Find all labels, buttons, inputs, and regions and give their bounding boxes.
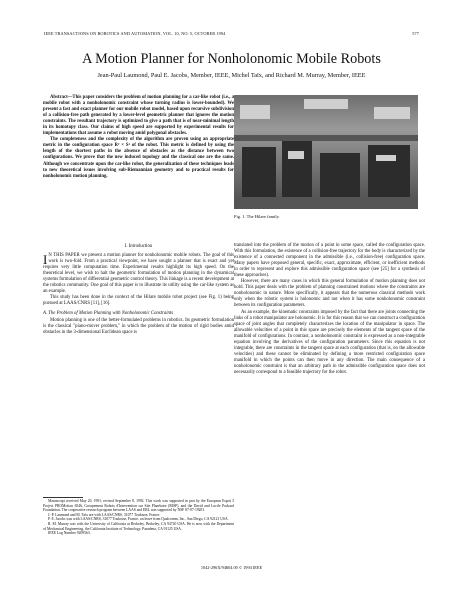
- figure-caption: Fig. 1. The Hilare family.: [234, 214, 280, 219]
- abstract: [43, 95, 234, 180]
- intro-paragraph-2: This study has been done in the context of the Hilare mobile robot project (see Fig. 1) being pursued at LAAS/CNRS [11], [16].: [43, 295, 234, 307]
- intro-paragraph-1: [43, 253, 234, 295]
- abstract-paragraph-1: Abstract—This paper considers the problem of motion planning for a car-like robot (i.e., a mobile robot with a nonholonomic constraint whose turning radius is lower-bounded). We present a fast and exact planner for our mobile robot model, based upon recursive subdivision of a collision-free path generated by a lower-level geometric planner that ignores the motion constraints. The resultant trajectory is optimized to give a path that is of near-minimal length in its homotopy class. Our claims of high speed are supported by experimental results for implementations that assume a robot moving amid polygonal obstacles.: [43, 95, 234, 137]
- drop-cap: I: [43, 252, 48, 268]
- right-paragraph-1: translated into the problem of the motion of a point in some space, called the configuration space. With this formulation, the existence of a collision-free trajectory for the body is characterized by the existence of a connected component in the admissible (i.e., collision-free) configuration space. Many papers have proposed general, specific, exact, approximate, efficient, or inefficient methods in order to represent and explore this admissible configuration space (see [25] for a synthesis of these approaches).: [234, 243, 425, 279]
- footnote-affiliation-2: P. E. Jacobs was with LAAS/CNRS, 31077 Toulouse, France, on leave from Qualcomm, Inc., San Diego, CA 92121 USA.: [48, 517, 229, 522]
- footnote-manuscript: Manuscript received May 20, 1991; revised September 8, 1992. This work was supported in part by the European Esprit 3 Project PROMotion 6546, Groupement Robots d'Intervention sur Site Planétaire (RISP), and the David and Lucile Packard Foundation. The cooperative research program between LAAS and ERL was supported by NSF 87-07-19281.: [43, 499, 234, 513]
- paper-title: A Motion Planner for Nonholonomic Mobile Robots: [82, 51, 381, 67]
- intro-paragraph-1-text: N THIS PAPER we present a motion planner for nonholonomic mobile robots. The goal of this work is two-fold. From a practical viewpoint, we have sought a planner that is exact and yet requires very little computation time. Experimental results highlight its high speed. On the theoretical level, we wish to halt the geometric formulation of motion planning in the dynamical systems formulation of differential geometric control theory. This linkage is a recent development at the robotics community. One goal of this paper is to illustrate its utility using the car-like system as an example.: [43, 253, 234, 295]
- section-heading-introduction: I. Introduction: [124, 244, 153, 249]
- journal-line: IEEE TRANSACTIONS ON ROBOTICS AND AUTOMATION, VOL. 10, NO. 5, OCTOBER 1994: [44, 31, 226, 36]
- figure-hilare-photo: [234, 95, 418, 209]
- page-number: 577: [412, 31, 419, 36]
- publication-id: 1042-296X/94$04.00 © 1994 IEEE: [200, 565, 263, 570]
- footnote-rule: [43, 497, 83, 498]
- right-paragraph-3: As an example, the kinematic constraints imposed by the fact that there are joints connecting the links of a robot manipulator are holonomic. It is for this reason that we can construct a configuration space of joint angles that completely characterizes the location of the manipulator in space. The allowable velocities of a point in this space are precisely the elements of the tangent space of the manifold of configurations. In contrast, a nonholonomic constraint is expressed as a non-integrable equation involving the derivatives of the configuration parameters. Since this equation is not integrable, there are constraints in the tangent space at each configuration (that is, on the allowable velocities) and these cannot be eliminated by defining a more restricted configuration space manifold in which the points can then move in any direction. The main consequence of a nonholonomic constraint is that an arbitrary path in the admissible configuration space does not necessarily correspond to a feasible trajectory for the robot.: [234, 309, 426, 375]
- footnote-affiliation-3: R. M. Murray was with the University of California at Berkeley, Berkeley, CA 94720 USA. He is now with the Department of Mechanical Engineering, the California Institute of Technology, Pasadena, CA 91125 USA.: [43, 521, 234, 531]
- author-list: Jean-Paul Laumond, Paul E. Jacobs, Member, IEEE, Michel Taïx, and Richard M. Murray, Member, IEEE: [97, 72, 366, 79]
- subsection-a-paragraph: Motion planning is one of the better-formulated problems in robotics. Its geometric formulation is the classical "piano-mover problem," in which the problem of the motion of rigid bodies amid obstacles in the 3-dimensional Euclidean space is: [43, 317, 234, 335]
- footnote-affiliation-1: J.-P. Laumond and M. Taïx are with LAAS/CNRS, 31077 Toulouse, France.: [48, 512, 161, 517]
- left-column: [43, 243, 234, 336]
- subsection-heading-a: A. The Problem of Motion Planning with Nonholonomic Constraints: [43, 311, 174, 317]
- footnotes: [43, 499, 234, 536]
- footnote-log-number: IEEE Log Number 9209563.: [48, 531, 91, 536]
- right-paragraph-2: However, there are many cases in which this general formulation of motion planning does not hold. This paper deals with the problem of planning constrained motions where the constraints are nonholonomic in nature. More specifically, it appears that the numerous classical methods work only when the robotic system is holonomic and not when it has some nonholonomic constraint between its configuration parameters.: [234, 279, 425, 309]
- abstract-paragraph-2: The completeness and the complexity of the algorithm are proven using an appropriate metric in the configuration space R² × S¹ of the robot. This metric is defined by using the length of the shortest paths in the absence of obstacles as the distance between two configurations. We prove that the new induced topology and the classical one are the same. Although we concentrate upon the car-like robot, the generalization of these techniques leads to new theoretical issues involving sub-Riemannian geometry and to practical results for nonholonomic motion planning.: [43, 137, 234, 179]
- right-column: [234, 243, 425, 376]
